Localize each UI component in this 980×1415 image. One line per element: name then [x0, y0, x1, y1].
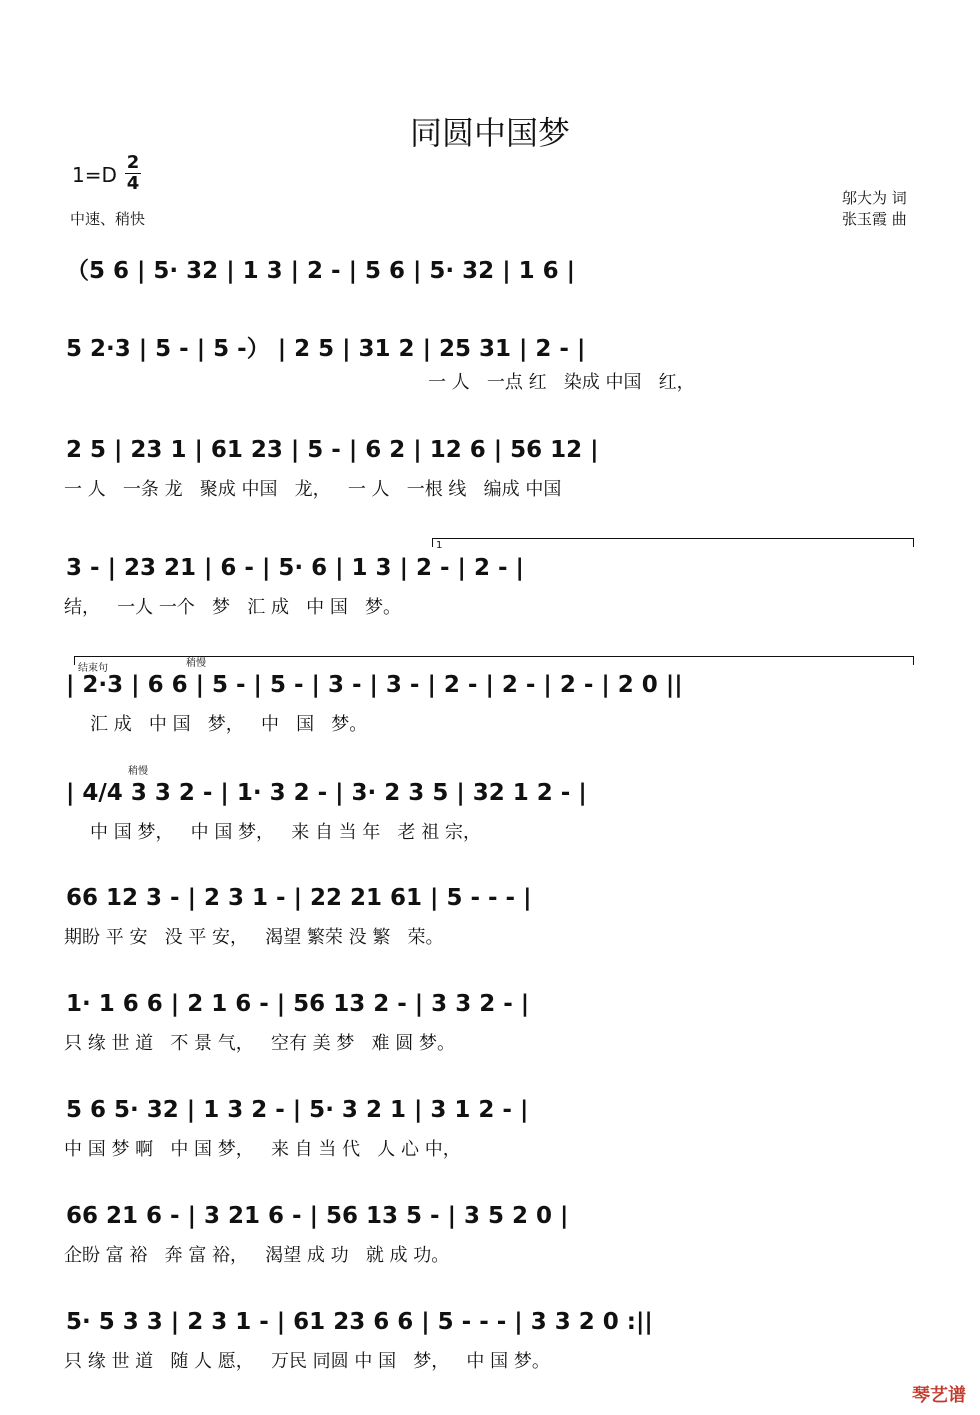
notation-row: 1· 1 6 6 | 2 1 6 - | 56 13 2 - | 3 3 2 - | — [66, 991, 530, 1017]
lyrics-row: 中 国 梦 啊 中 国 梦， 来 自 当 代 人 心 中， — [64, 1139, 461, 1160]
notation-row: （5 6 | 5· 32 | 1 3 | 2 - | 5 6 | 5· 32 | 1 6 | — [66, 258, 576, 284]
time-signature — [125, 153, 141, 194]
lyrics-row: 汇 成 中 国 梦， 中 国 梦。 — [90, 714, 368, 735]
first-ending-bracket — [432, 538, 914, 547]
notation-row: 2 5 | 23 1 | 61 23 | 5 - | 6 2 | 12 6 | 56 12 | — [66, 437, 599, 463]
time-signature-bottom: 4 — [126, 173, 140, 194]
coda-label: 结束句 — [78, 663, 108, 674]
notation-row: 5 6 5· 32 | 1 3 2 - | 5· 3 2 1 | 3 1 2 - | — [66, 1097, 529, 1123]
lyrics-row: 结， 一人 一个 梦 汇 成 中 国 梦。 — [64, 597, 401, 618]
lyrics-row: 企盼 富 裕 奔 富 裕， 渴望 成 功 就 成 功。 — [64, 1245, 450, 1266]
notation-row: 3 - | 23 21 | 6 - | 5· 6 | 1 3 | 2 - | 2 - | — [66, 555, 524, 581]
lyrics-row: 中 国 梦， 中 国 梦， 来 自 当 年 老 祖 宗， — [90, 822, 481, 843]
notation-row: 5· 5 3 3 | 2 3 1 - | 61 23 6 6 | 5 - - - | 3 3 2 0 :|| — [66, 1309, 653, 1335]
notation-row: | 4/4 3 3 2 - | 1· 3 2 - | 3· 2 3 5 | 32 1 2 - | — [66, 780, 587, 806]
slow-marking-1: 稍慢 — [186, 658, 206, 669]
notation-row: 5 2·3 | 5 - | 5 -） | 2 5 | 31 2 | 25 31 | 2 - | — [66, 336, 586, 362]
notation-row: 66 12 3 - | 2 3 1 - | 22 21 61 | 5 - - - | — [66, 885, 532, 911]
notation-row: 66 21 6 - | 3 21 6 - | 56 13 5 - | 3 5 2 0 | — [66, 1203, 569, 1229]
lyrics-row: 一 人 一条 龙 聚成 中国 龙， 一 人 一根 线 编成 中国 — [64, 479, 562, 500]
tempo-marking: 中速、稍快 — [70, 210, 146, 228]
first-ending-number: 1 — [436, 540, 443, 551]
slow-marking-2: 稍慢 — [128, 766, 148, 777]
lyrics-row: 只 缘 世 道 不 景 气， 空有 美 梦 难 圆 梦。 — [64, 1033, 455, 1054]
lyrics-row: 只 缘 世 道 随 人 愿， 万民 同圆 中 国 梦， 中 国 梦。 — [64, 1351, 550, 1372]
composer-credit: 张玉霞 曲 — [842, 210, 907, 228]
song-title: 同圆中国梦 — [409, 114, 570, 152]
lyricist-credit: 邬大为 词 — [842, 189, 907, 207]
lyrics-row: 一 人 一点 红 染成 中国 红， — [428, 372, 695, 393]
time-signature-top: 2 — [126, 152, 140, 173]
key-signature: 1=D — [72, 163, 117, 187]
watermark-logo: 琴艺谱 — [912, 1385, 966, 1406]
lyrics-row: 期盼 平 安 没 平 安， 渴望 繁荣 没 繁 荣。 — [64, 927, 444, 948]
notation-row: | 2·3 | 6 6 | 5 - | 5 - | 3 - | 3 - | 2 - | 2 - | 2 - | 2 0 || — [66, 672, 683, 698]
